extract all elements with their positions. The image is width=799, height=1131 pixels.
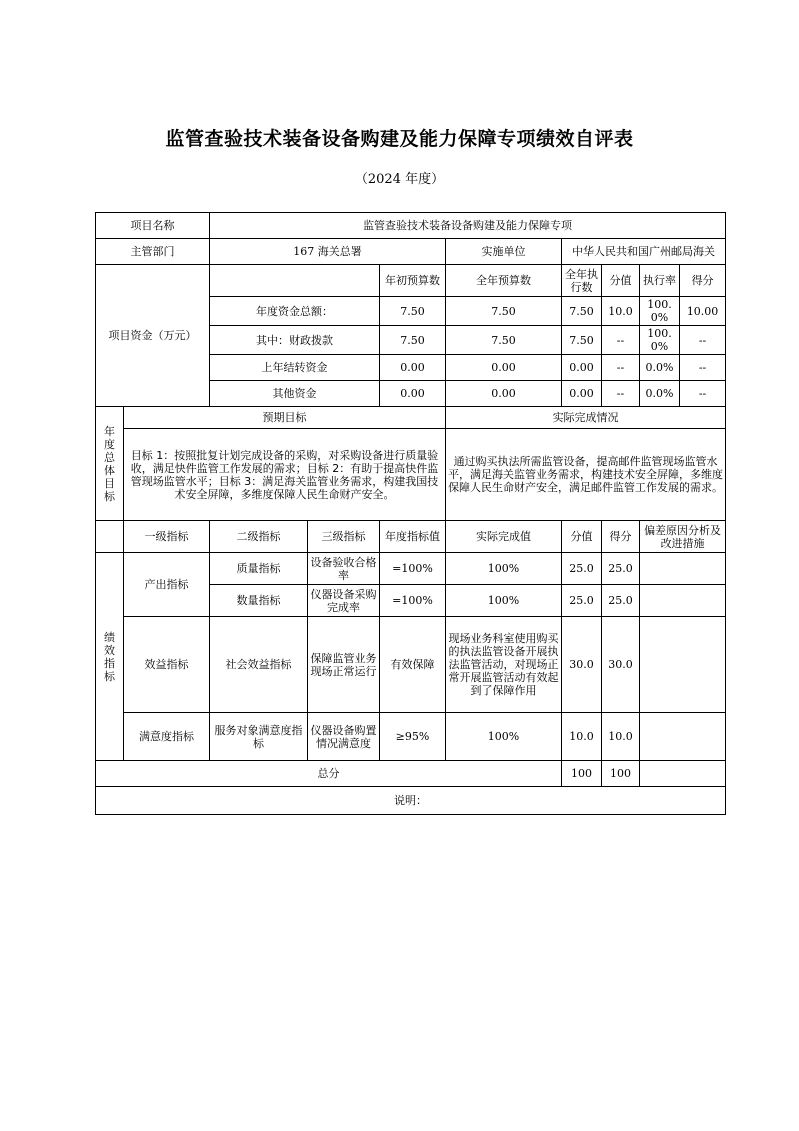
page-title: 监管查验技术装备设备购建及能力保障专项绩效自评表	[165, 128, 634, 150]
indicator-header-score-value: 分值	[562, 521, 602, 553]
level2-indicator: 质量指标	[210, 553, 308, 585]
funds-rate: 100.0%	[640, 326, 680, 355]
actual-value: 现场业务科室使用购买的执法监管设备开展执法监管活动，对现场正常开展监管活动有效起到了保障作用	[446, 617, 562, 713]
funds-header-score: 得分	[680, 265, 726, 297]
score: 30.0	[602, 617, 640, 713]
actual-goal-text: 通过购买执法所需监管设备，提高邮件监管现场监管水平，满足海关监管业务需求，构建技术安全屏障，多维度保障人民生命财产安全，满足邮件监管工作发展的需求。	[446, 429, 726, 521]
funds-score: --	[680, 381, 726, 407]
performance-table	[95, 212, 726, 815]
funds-annual: 7.50	[446, 297, 562, 326]
funds-score: --	[680, 326, 726, 355]
goals-label: 年度总体目标	[96, 407, 124, 521]
level2-indicator: 服务对象满意度指标	[210, 713, 308, 761]
indicators-label: 绩效指标	[96, 553, 124, 761]
indicator-header-actual: 实际完成值	[446, 521, 562, 553]
target-value: 有效保障	[380, 617, 446, 713]
funds-header-executed: 全年执行数	[562, 265, 602, 297]
deviation-analysis	[640, 617, 726, 713]
indicator-header-deviation: 偏差原因分析及改进措施	[640, 521, 726, 553]
score-value: 30.0	[562, 617, 602, 713]
funds-header-annual: 全年预算数	[446, 265, 562, 297]
funds-executed: 0.00	[562, 355, 602, 381]
score-value: 25.0	[562, 553, 602, 585]
indicator-header-target: 年度指标值	[380, 521, 446, 553]
indicator-header-blank	[96, 521, 124, 553]
project-name-value: 监管查验技术装备设备购建及能力保障专项	[210, 213, 726, 239]
indicator-header-level2: 二级指标	[210, 521, 308, 553]
satisfaction-indicator-label: 满意度指标	[124, 713, 210, 761]
score: 10.0	[602, 713, 640, 761]
funds-header-initial: 年初预算数	[380, 265, 446, 297]
actual-goal-header: 实际完成情况	[446, 407, 726, 429]
funds-rate: 100.0%	[640, 297, 680, 326]
dept-label: 主管部门	[96, 239, 210, 265]
funds-row-label: 上年结转资金	[210, 355, 380, 381]
funds-initial: 0.00	[380, 355, 446, 381]
actual-value: 100%	[446, 713, 562, 761]
impl-unit-label: 实施单位	[446, 239, 562, 265]
funds-score-value: --	[602, 355, 640, 381]
actual-value: 100%	[446, 553, 562, 585]
funds-score-value: --	[602, 326, 640, 355]
level3-indicator: 设备验收合格率	[308, 553, 380, 585]
funds-initial: 7.50	[380, 297, 446, 326]
score: 25.0	[602, 553, 640, 585]
level3-indicator: 保障监管业务现场正常运行	[308, 617, 380, 713]
funds-rate: 0.0%	[640, 355, 680, 381]
target-value: =100%	[380, 553, 446, 585]
funds-score: --	[680, 355, 726, 381]
indicator-header-score: 得分	[602, 521, 640, 553]
funds-score-value: 10.0	[602, 297, 640, 326]
funds-executed: 7.50	[562, 326, 602, 355]
funds-row-label: 其中：财政拨款	[210, 326, 380, 355]
target-value: ≥95%	[380, 713, 446, 761]
funds-header-score-value: 分值	[602, 265, 640, 297]
expected-goal-header: 预期目标	[124, 407, 446, 429]
page-subtitle: （2024 年度）	[354, 172, 445, 187]
funds-header-blank	[210, 265, 380, 297]
total-label: 总分	[96, 761, 562, 787]
level2-indicator: 数量指标	[210, 585, 308, 617]
indicator-header-level1: 一级指标	[124, 521, 210, 553]
level2-indicator: 社会效益指标	[210, 617, 308, 713]
dept-value: 167 海关总署	[210, 239, 446, 265]
funds-executed: 0.00	[562, 381, 602, 407]
funds-initial: 7.50	[380, 326, 446, 355]
deviation-analysis	[640, 553, 726, 585]
actual-value: 100%	[446, 585, 562, 617]
deviation-analysis	[640, 713, 726, 761]
expected-goal-text: 目标 1：按照批复计划完成设备的采购，对采购设备进行质量验收，满足快件监管工作发展的需求；目标 2：有助于提高快件监管现场监管水平；目标 3：满足海关监管业务需求，构建我国技术安全屏障，多维度保障人民生命财产安全。	[124, 429, 446, 521]
deviation-analysis	[640, 585, 726, 617]
impl-unit-value: 中华人民共和国广州邮局海关	[562, 239, 726, 265]
score-value: 10.0	[562, 713, 602, 761]
funds-row-label: 年度资金总额：	[210, 297, 380, 326]
target-value: =100%	[380, 585, 446, 617]
effect-indicator-label: 效益指标	[124, 617, 210, 713]
funds-score-value: --	[602, 381, 640, 407]
total-score: 100	[602, 761, 640, 787]
funds-annual: 7.50	[446, 326, 562, 355]
funds-executed: 7.50	[562, 297, 602, 326]
note-label: 说明：	[96, 787, 726, 815]
total-deviation-blank	[640, 761, 726, 787]
score: 25.0	[602, 585, 640, 617]
funds-row-label: 其他资金	[210, 381, 380, 407]
indicator-header-level3: 三级指标	[308, 521, 380, 553]
total-score-value: 100	[562, 761, 602, 787]
project-name-label: 项目名称	[96, 213, 210, 239]
level3-indicator: 仪器设备购置情况满意度	[308, 713, 380, 761]
funds-header-rate: 执行率	[640, 265, 680, 297]
funds-initial: 0.00	[380, 381, 446, 407]
funds-label: 项目资金（万元）	[96, 265, 210, 407]
funds-score: 10.00	[680, 297, 726, 326]
level3-indicator: 仪器设备采购完成率	[308, 585, 380, 617]
funds-annual: 0.00	[446, 355, 562, 381]
funds-rate: 0.0%	[640, 381, 680, 407]
score-value: 25.0	[562, 585, 602, 617]
funds-annual: 0.00	[446, 381, 562, 407]
output-indicator-label: 产出指标	[124, 553, 210, 617]
